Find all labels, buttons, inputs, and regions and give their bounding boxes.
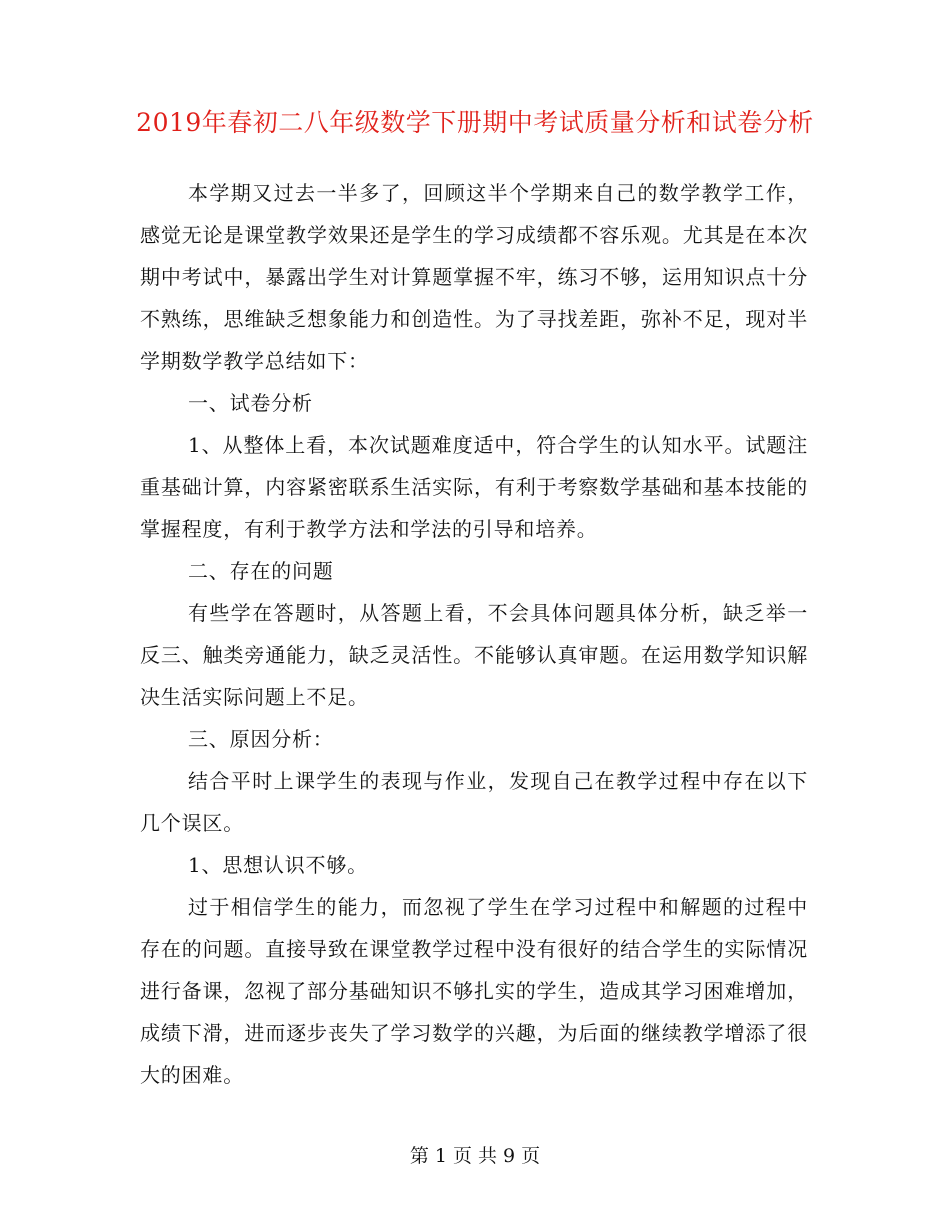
footer-prefix: 第 <box>409 1145 429 1167</box>
footer-current-page: 1 <box>434 1145 447 1167</box>
footer-total-word: 共 <box>478 1145 498 1167</box>
footer-total-pages: 9 <box>503 1145 516 1167</box>
cause-intro-paragraph: 结合平时上课学生的表现与作业，发现自己在教学过程中存在以下几个误区。 <box>140 769 808 835</box>
subheading-awareness: 1、思想认识不够。 <box>188 853 368 877</box>
footer-suffix: 页 <box>521 1145 541 1167</box>
page-footer <box>0 1144 950 1168</box>
intro-paragraph: 本学期又过去一半多了，回顾这半个学期来自己的数学教学工作，感觉无论是课堂教学效果还是学生的学习成绩都不容乐观。尤其是在本次期中考试中，暴露出学生对计算题掌握不牢，练习不够，运用知识点十分不熟练，思维缺乏想象能力和创造性。为了寻找差距，弥补不足，现对半学期数学教学总结如下： <box>140 181 808 373</box>
section-heading-cause-analysis: 三、原因分析： <box>188 727 334 751</box>
footer-page-word: 页 <box>452 1145 472 1167</box>
paper-analysis-paragraph: 1、从整体上看，本次试题难度适中，符合学生的认知水平。试题注重基础计算，内容紧密联系生活实际，有利于考察数学基础和基本技能的掌握程度，有利于教学方法和学法的引导和培养。 <box>140 433 808 541</box>
problems-paragraph: 有些学在答题时，从答题上看，不会具体问题具体分析，缺乏举一反三、触类旁通能力，缺乏灵活性。不能够认真审题。在运用数学知识解决生活实际问题上不足。 <box>140 601 808 709</box>
section-heading-paper-analysis: 一、试卷分析 <box>188 391 313 415</box>
document-title: 2019年春初二八年级数学下册期中考试质量分析和试卷分析 <box>136 108 814 137</box>
section-heading-problems: 二、存在的问题 <box>188 559 334 583</box>
document-body <box>140 172 808 1096</box>
awareness-paragraph: 过于相信学生的能力，而忽视了学生在学习过程中和解题的过程中存在的问题。直接导致在课堂教学过程中没有很好的结合学生的实际情况进行备课，忽视了部分基础知识不够扎实的学生，造成其学习困难增加，成绩下滑，进而逐步丧失了学习数学的兴趣，为后面的继续教学增添了很大的困难。 <box>140 895 808 1087</box>
